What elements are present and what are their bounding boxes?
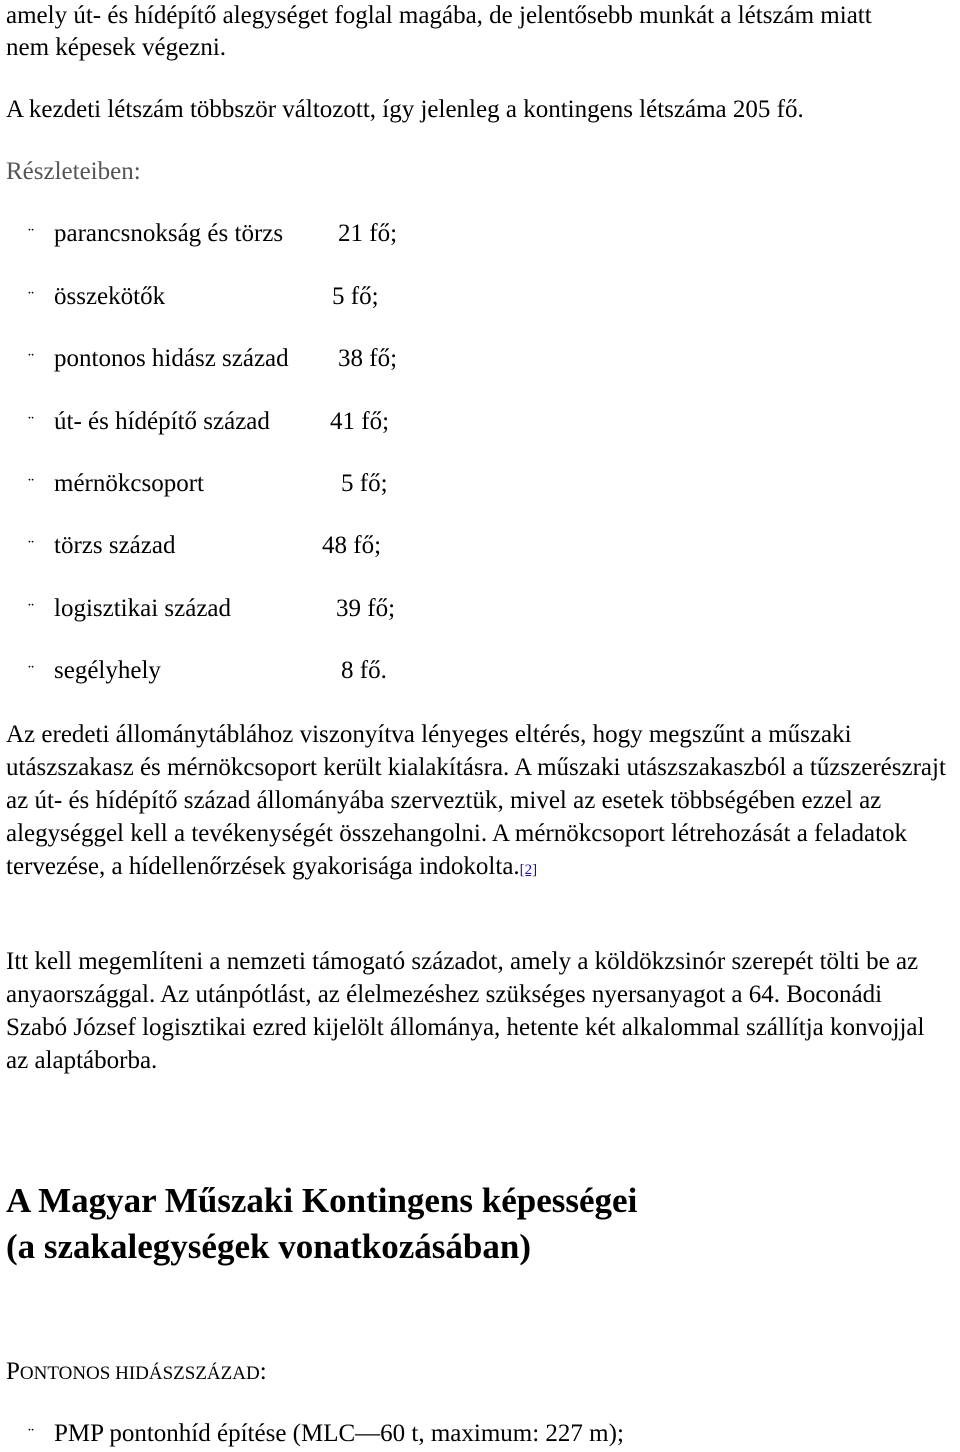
list-item-value: 48 fő;	[322, 532, 382, 559]
list-item-value: 8 fő.	[341, 657, 387, 684]
section-heading	[6, 1178, 637, 1270]
list-item-label: pontonos hidász század	[54, 345, 289, 372]
bullet-icon: ¨	[28, 599, 34, 619]
headcount-sentence: A kezdeti létszám többször változott, így jelenleg a kontingens létszáma 205 fő.	[6, 96, 804, 123]
bullet-icon: ¨	[28, 412, 34, 432]
bullet-icon: ¨	[28, 349, 34, 369]
list-item-label: parancsnokság és törzs	[54, 220, 284, 247]
list-item-label: segélyhely	[54, 657, 161, 684]
section-item-text: PMP pontonhíd építése (MLC—60 t, maximum: 227 m);	[54, 1420, 624, 1447]
intro-line-2: nem képesek végezni.	[6, 34, 227, 61]
list-item-value: 38 fő;	[338, 345, 398, 372]
heading-line-2: (a szakalegységek vonatkozásában)	[6, 1227, 532, 1266]
footnote-link[interactable]: [2]	[519, 862, 538, 878]
section-title-rest: ONTONOS HIDÁSZSZÁZAD	[19, 1363, 260, 1384]
bullet-icon: ¨	[28, 661, 34, 681]
list-item-value: 39 fő;	[336, 595, 396, 622]
list-item-label: mérnökcsoport	[54, 470, 204, 497]
bullet-icon: ¨	[28, 224, 34, 244]
list-item-value: 5 fő;	[341, 470, 388, 497]
bullet-icon: ¨	[28, 1424, 34, 1444]
list-item-value: 41 fő;	[330, 408, 390, 435]
bullet-icon: ¨	[28, 474, 34, 494]
paragraph-2: Itt kell megemlíteni a nemzeti támogató századot, amely a köldökzsinór szerepét tölti be az anyaországgal. Az utánpótlást, az élelmezéshez szükséges nyersanyagot a 64. Boconádi Szabó József logisztikai ezred kijelölt állománya, hetente két alkalommal szállítja konvojjal az alaptáborba.	[6, 948, 925, 1074]
paragraph-1	[6, 718, 946, 887]
section-title	[6, 1356, 267, 1390]
bullet-icon: ¨	[28, 287, 34, 307]
intro-line-1: amely út- és hídépítő alegységet foglal magába, de jelentősebb munkát a létszám miatt	[6, 2, 872, 29]
heading-line-1: A Magyar Műszaki Kontingens képességei	[6, 1181, 638, 1220]
list-item-value: 5 fő;	[332, 283, 379, 310]
list-item-label: logisztikai század	[54, 595, 232, 622]
breakdown-label: Részleteiben:	[6, 158, 141, 185]
list-item-label: összekötők	[54, 283, 166, 310]
list-item-label: törzs század	[54, 532, 176, 559]
section-title-colon: :	[259, 1358, 267, 1385]
list-item-label: út- és hídépítő század	[54, 408, 270, 435]
section-title-initial: P	[6, 1358, 20, 1385]
list-item-value: 21 fő;	[338, 220, 398, 247]
bullet-icon: ¨	[28, 536, 34, 556]
paragraph-1-text: Az eredeti állománytáblához viszonyítva lényeges eltérés, hogy megszűnt a műszaki utászszakasz és mérnökcsoport került kialakításra. A műszaki utászszakaszból a tűzszerészrajt az út- és hídépítő század állományába szerveztük, mivel az esetek többségében ezzel az alegységgel kell a tevékenységét összehangolni. A mérnökcsoport létrehozását a feladatok tervezése, a hídellenőrzések gyakorisága indokolta.	[6, 721, 946, 880]
